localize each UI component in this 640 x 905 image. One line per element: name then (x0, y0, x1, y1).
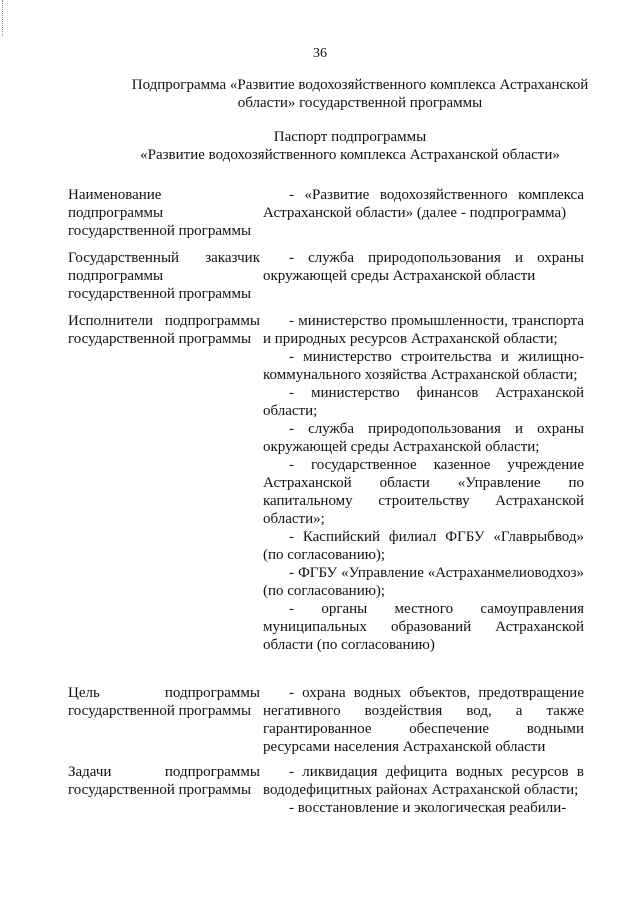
row-label: Исполнители подпрограммы государственной программы (68, 313, 260, 347)
row-value (263, 684, 584, 756)
value-item: - «Развитие водохозяйственного комплекса Астраханской области» (далее - подпрограмма) (263, 187, 584, 221)
title-line: Подпрограмма «Развитие водохозяйственного комплекса Астраханской (131, 77, 589, 93)
row-label: Государственный заказчик подпрограммы государственной программы (68, 250, 260, 302)
value-item: - ликвидация дефицита водных ресурсов в вододефицитных районах Астраханской области; (263, 764, 584, 798)
row-label: Наименование подпрограммы государственной программы (68, 187, 252, 239)
value-item: - государственное казенное учреждение Астраханской области «Управление по капитальному строительству Астраханской области»; (263, 457, 584, 527)
page-edge-mark (2, 0, 5, 36)
passport-heading (100, 128, 600, 164)
row-value (263, 186, 584, 222)
passport-line: Паспорт подпрограммы (273, 129, 427, 145)
value-item: - охрана водных объектов, предотвращение негативного воздействия вод, а также гарантированное обеспечение водными ресурсами населения Астраханской области (263, 685, 584, 755)
row-value (263, 249, 584, 285)
value-item: - ФГБУ «Управление «Астраханмелиоводхоз» (по согласованию); (263, 565, 584, 599)
value-item: - органы местного самоуправления муниципальных образований Астраханской области (по согласованию) (263, 601, 584, 653)
passport-line: «Развитие водохозяйственного комплекса Астраханской области» (140, 147, 560, 163)
title-line: области» государственной программы (237, 95, 483, 111)
page-number: 36 (313, 46, 327, 61)
row-label: Цель подпрограммы государственной программы (68, 685, 260, 719)
value-item: - Каспийский филиал ФГБУ «Главрыбвод» (по согласованию); (263, 529, 584, 563)
row-value (263, 312, 584, 654)
value-item: - восстановление и экологическая реабили- (289, 800, 567, 816)
value-item: - министерство финансов Астраханской области; (263, 385, 584, 419)
subprogram-title (110, 76, 610, 112)
value-item: - служба природопользования и охраны окружающей среды Астраханской области; (263, 421, 584, 455)
value-item: - служба природопользования и охраны окружающей среды Астраханской области (263, 250, 584, 284)
value-item: - министерство строительства и жилищно-коммунального хозяйства Астраханской области; (263, 349, 584, 383)
row-value (263, 763, 584, 817)
row-label: Задачи подпрограммы государственной программы (68, 764, 260, 798)
value-item: - министерство промышленности, транспорта и природных ресурсов Астраханской области; (263, 313, 584, 347)
